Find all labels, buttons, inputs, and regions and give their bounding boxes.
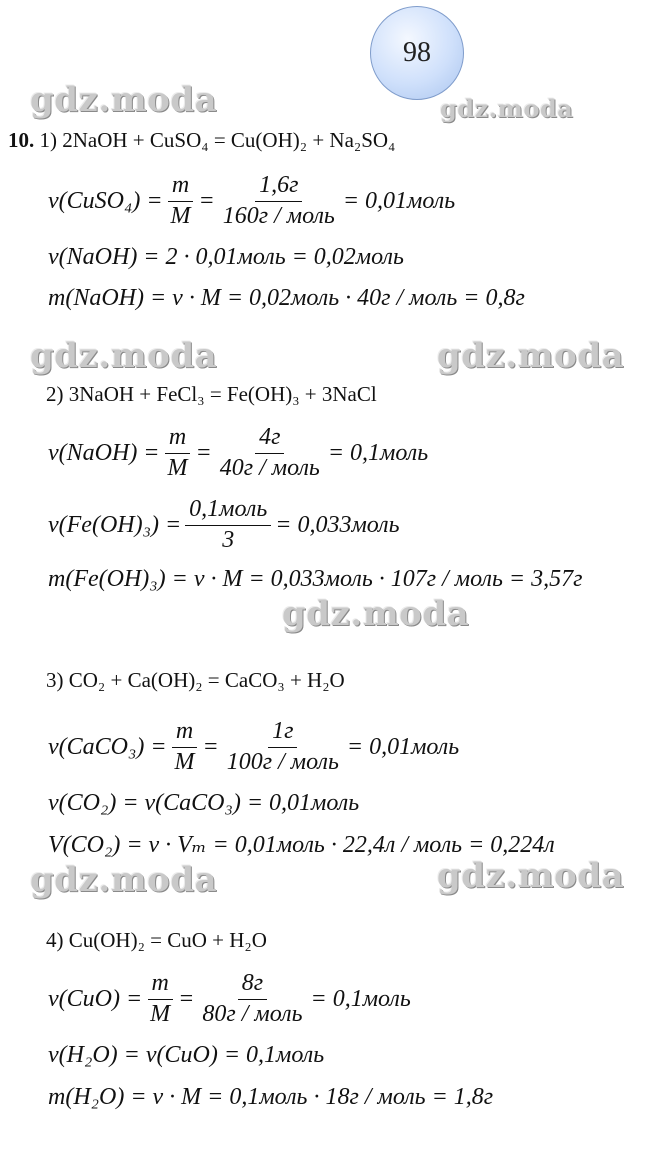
p3-eq1-left: ν(CaCO₃) = (48, 733, 167, 760)
p4-eq1-result: = 0,1моль (310, 985, 411, 1012)
fraction-denominator: 160г / моль (222, 202, 335, 229)
fraction-numerator: m (172, 718, 197, 748)
reaction-1-line (8, 128, 395, 153)
p1-equation-1 (48, 172, 455, 230)
fraction-numerator: m (165, 424, 190, 454)
p4-eq1-left: ν(CuO) = (48, 985, 143, 1012)
fraction-denominator: 3 (222, 526, 235, 553)
reaction-4: 4) Cu(OH)₂ = CuO + H₂O (46, 928, 267, 952)
p3-eq1-result: = 0,01моль (346, 733, 460, 760)
p1-eq1-result: = 0,01моль (342, 187, 456, 214)
p2-equation-1 (48, 424, 428, 482)
fraction-denominator: M (174, 748, 195, 775)
fraction-denominator: 80г / моль (202, 1000, 303, 1027)
fraction-denominator: 40г / моль (219, 454, 320, 481)
fraction (164, 424, 192, 482)
fraction-numerator: m (148, 970, 173, 1000)
equals-sign: = (202, 733, 219, 760)
reaction-3: 3) CO₂ + Ca(OH)₂ = CaCO₃ + H₂O (46, 668, 345, 692)
watermark: gdz.moda (30, 80, 218, 120)
fraction-denominator: M (170, 202, 191, 229)
fraction (185, 496, 271, 554)
p2-eq2-left: ν(Fe(OH)₃) = (48, 511, 182, 538)
fraction-denominator: M (167, 454, 188, 481)
fraction-numerator: 1,6г (255, 172, 302, 202)
p2-eq1-left: ν(NaOH) = (48, 439, 160, 466)
watermark: gdz.moda (437, 336, 625, 376)
fraction (167, 172, 195, 230)
reaction-2: 2) 3NaOH + FeCl₃ = Fe(OH)₃ + 3NaCl (46, 382, 377, 406)
p4-equation-2: ν(H₂O) = ν(CuO) = 0,1моль (48, 1042, 325, 1068)
fraction (146, 970, 174, 1028)
watermark: gdz.moda (440, 94, 574, 123)
fraction (171, 718, 199, 776)
equals-sign: = (195, 439, 212, 466)
p1-equation-3: m(NaOH) = ν · M = 0,02моль · 40г / моль = 0,8г (48, 285, 525, 311)
fraction-numerator: m (168, 172, 193, 202)
fraction-numerator: 1г (268, 718, 297, 748)
p3-equation-3: V(CO₂) = ν · Vₘ = 0,01моль · 22,4л / моль = 0,224л (48, 832, 555, 858)
fraction-denominator: 100г / моль (226, 748, 339, 775)
watermark: gdz.moda (30, 336, 218, 376)
fraction (219, 172, 339, 230)
p1-eq1-left: ν(CuSO₄) = (48, 187, 163, 214)
fraction-numerator: 8г (238, 970, 267, 1000)
watermark: gdz.moda (282, 594, 470, 634)
p3-equation-2: ν(CO₂) = ν(CaCO₃) = 0,01моль (48, 790, 360, 816)
page-number-badge (370, 6, 464, 100)
page-number: 98 (403, 37, 431, 68)
task-number: 10. (8, 128, 35, 152)
watermark: gdz.moda (30, 860, 218, 900)
watermark: gdz.moda (437, 856, 625, 896)
fraction (216, 424, 324, 482)
reaction-1: 1) 2NaOH + CuSO₄ = Cu(OH)₂ + Na₂SO₄ (39, 128, 396, 152)
fraction (198, 970, 306, 1028)
p2-eq1-result: = 0,1моль (327, 439, 429, 466)
fraction-numerator: 0,1моль (185, 496, 271, 526)
p2-eq2-result: = 0,033моль (275, 511, 400, 538)
p3-equation-1 (48, 718, 459, 776)
equals-sign: = (198, 187, 215, 214)
fraction (223, 718, 343, 776)
p2-equation-3: m(Fe(OH)₃) = ν · M = 0,033моль · 107г / моль = 3,57г (48, 566, 583, 592)
fraction-numerator: 4г (255, 424, 284, 454)
p2-equation-2 (48, 496, 400, 554)
equals-sign: = (178, 985, 195, 1012)
p1-equation-2: ν(NaOH) = 2 · 0,01моль = 0,02моль (48, 244, 404, 270)
p4-equation-3: m(H₂O) = ν · M = 0,1моль · 18г / моль = 1,8г (48, 1084, 494, 1110)
fraction-denominator: M (150, 1000, 171, 1027)
p4-equation-1 (48, 970, 411, 1028)
